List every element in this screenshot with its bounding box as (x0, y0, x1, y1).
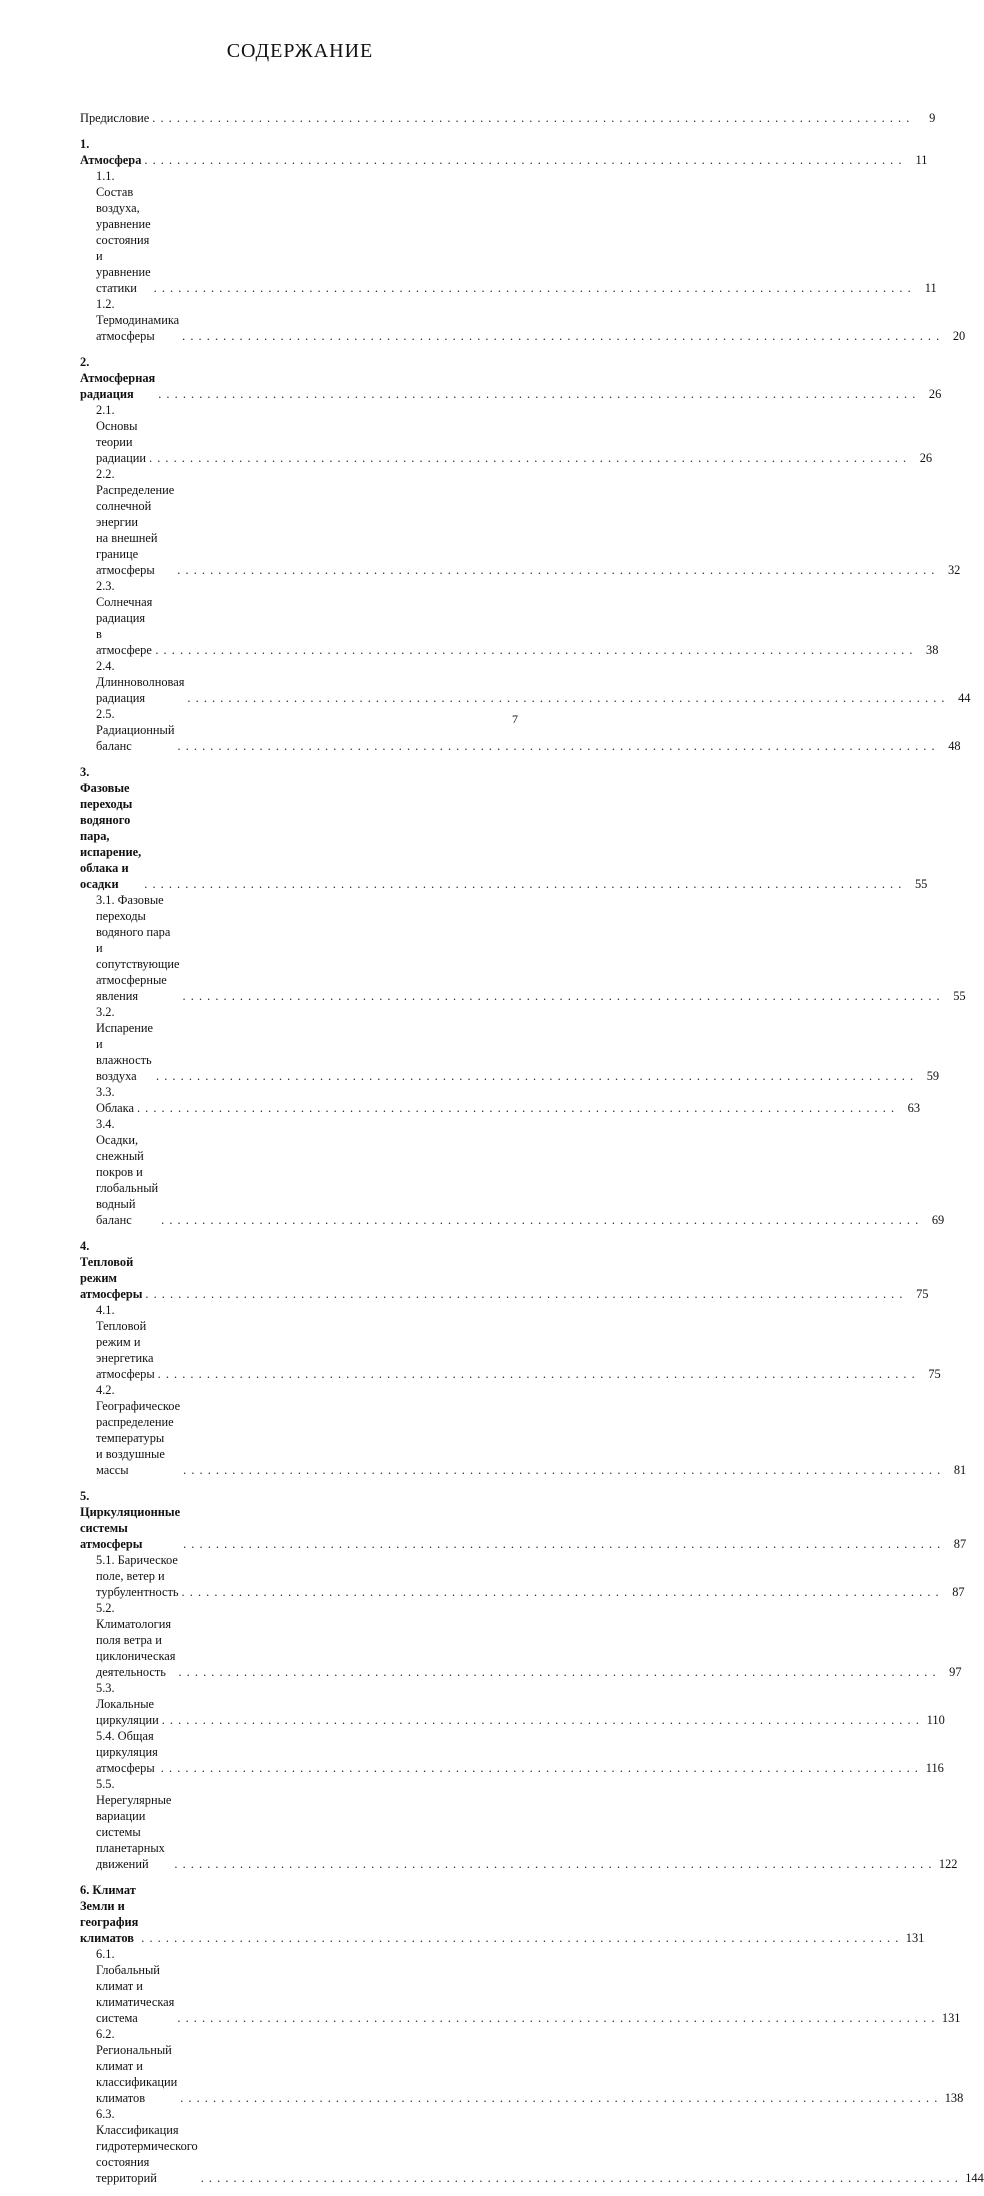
chapters-list (80, 136, 984, 2186)
toc-entry-page: 131 (898, 1930, 924, 1946)
toc-entry-label: 3.3. Облака (96, 1084, 137, 1116)
toc-entry-page: 116 (918, 1760, 944, 1776)
toc-section-entry[interactable] (80, 1302, 941, 1382)
toc-section-entry[interactable] (80, 1004, 940, 1084)
toc-entry-label: 3.2. Испарение и влажность воздуха (96, 1004, 156, 1084)
toc-section-entry[interactable] (80, 1728, 944, 1776)
toc-entry-label: 6.2. Региональный климат и классификации климатов (96, 2026, 180, 2106)
toc-entry-page: 75 (902, 1286, 928, 1302)
toc-entry-label: 6.3. Классификация гидротермического состояния территорий (96, 2106, 201, 2186)
dot-leader (178, 1664, 935, 1680)
toc-section-entry[interactable] (80, 892, 966, 1004)
dot-leader (177, 562, 934, 578)
toc-section-entry[interactable] (80, 2026, 964, 2106)
dot-leader (145, 1286, 902, 1302)
toc-entry-page: 75 (915, 1366, 941, 1382)
page-title: СОДЕРЖАНИЕ (226, 40, 374, 62)
toc-section-entry[interactable] (80, 402, 933, 466)
toc-entry-page: 9 (909, 110, 935, 126)
toc-entry-page: 81 (940, 1462, 966, 1478)
toc-chapter-entry[interactable] (80, 764, 928, 892)
dot-leader (137, 1100, 894, 1116)
toc-entry-page: 20 (939, 328, 965, 344)
toc-chapter-entry[interactable] (80, 1882, 925, 1946)
toc-entry-label: 2. Атмосферная радиация (80, 354, 158, 402)
toc-entry-page: 87 (940, 1536, 966, 1552)
toc-section-entry[interactable] (80, 1084, 921, 1116)
toc-chapter-entry[interactable] (80, 354, 942, 402)
toc-entry-page: 26 (906, 450, 932, 466)
toc-entry-label: 2.3. Солнечная радиация в атмосфере (96, 578, 155, 658)
toc-entry-page: 55 (940, 988, 966, 1004)
dot-leader (141, 1930, 898, 1946)
toc-entry-label: 2.1. Основы теории радиации (96, 402, 149, 466)
toc-entry-page: 11 (901, 152, 927, 168)
chapter-group (80, 1488, 967, 1872)
toc-entry-page: 87 (939, 1584, 965, 1600)
toc-entry-page: 32 (934, 562, 960, 578)
toc-entry-page: 59 (913, 1068, 939, 1084)
dot-leader (182, 328, 939, 344)
toc-section-entry[interactable] (80, 1600, 962, 1680)
toc-entry-label: 4.2. Географическое распределение температуры и воздушные массы (96, 1382, 183, 1478)
toc-entry-label: 4. Тепловой режим атмосферы (80, 1238, 145, 1302)
toc-entry-label: 6.1. Глобальный климат и климатическая система (96, 1946, 177, 2026)
toc-entry-label: 6. Климат Земли и география климатов (80, 1882, 141, 1946)
toc-chapter-entry[interactable] (80, 1238, 929, 1302)
dot-leader (187, 690, 944, 706)
toc-entry-label: 5.5. Нерегулярные вариации системы планетарных движений (96, 1776, 174, 1872)
dot-leader (174, 1856, 931, 1872)
toc-section-entry[interactable] (80, 466, 961, 578)
toc-section-entry[interactable] (80, 1776, 958, 1872)
toc-entry-label: 2.2. Распределение солнечной энергии на внешней границе атмосферы (96, 466, 177, 578)
dot-leader (183, 1462, 940, 1478)
dot-leader (152, 110, 909, 126)
page-number: 7 (512, 712, 518, 726)
toc-entry-preface[interactable] (80, 110, 936, 126)
dot-leader (162, 1712, 919, 1728)
toc-section-entry[interactable] (80, 1680, 945, 1728)
toc-section-entry[interactable] (80, 578, 939, 658)
toc-entry-page: 26 (915, 386, 941, 402)
dot-leader (156, 1068, 913, 1084)
chapter-group (80, 1238, 967, 1478)
dot-leader (183, 988, 940, 1004)
dot-leader (183, 1536, 940, 1552)
toc-entry-label: 2.4. Длинноволновая радиация (96, 658, 187, 706)
toc-section-entry[interactable] (80, 2106, 984, 2186)
toc-section-entry[interactable] (80, 658, 971, 706)
dot-leader (149, 450, 906, 466)
preface-group (80, 110, 936, 126)
dot-leader (201, 2170, 958, 2186)
toc-entry-label: 3.4. Осадки, снежный покров и глобальный водный баланс (96, 1116, 161, 1228)
toc-entry-page: 144 (958, 2170, 984, 2186)
dot-leader (155, 642, 912, 658)
toc-entry-page: 55 (901, 876, 927, 892)
dot-leader (182, 1584, 939, 1600)
toc-entry-page: 69 (918, 1212, 944, 1228)
toc-section-entry[interactable] (80, 168, 937, 296)
toc-section-entry[interactable] (80, 296, 966, 344)
toc-entry-page: 138 (937, 2090, 963, 2106)
toc-entry-page: 122 (931, 1856, 957, 1872)
toc-entry-label: 5. Циркуляционные системы атмосферы (80, 1488, 183, 1552)
dot-leader (144, 876, 901, 892)
toc-entry-label: 4.1. Тепловой режим и энергетика атмосферы (96, 1302, 158, 1382)
toc-entry-label: 2.5. Радиационный баланс (96, 706, 178, 754)
dot-leader (158, 1366, 915, 1382)
toc-entry-label: 1.2. Термодинамика атмосферы (96, 296, 182, 344)
toc-entry-page: 63 (894, 1100, 920, 1116)
toc-entry-page: 44 (945, 690, 971, 706)
toc-entry-page: 11 (911, 280, 937, 296)
toc-entry-label: 1. Атмосфера (80, 136, 144, 168)
chapter-group (80, 136, 966, 344)
dot-leader (178, 738, 935, 754)
toc-entry-label: 5.4. Общая циркуляция атмосферы (96, 1728, 161, 1776)
toc-section-entry[interactable] (80, 1946, 961, 2026)
toc-entry-label: 5.2. Климатология поля ветра и циклоническая деятельность (96, 1600, 178, 1680)
dot-leader (161, 1760, 918, 1776)
toc-section-entry[interactable] (80, 1116, 945, 1228)
chapter-group (80, 1882, 984, 2186)
toc-section-entry[interactable] (80, 1382, 967, 1478)
dot-leader (180, 2090, 937, 2106)
toc-entry-page: 97 (936, 1664, 962, 1680)
toc-entry-label: 3. Фазовые переходы водяного пара, испарение, облака и осадки (80, 764, 144, 892)
toc-entry-label: 5.1. Барическое поле, ветер и турбулентность (96, 1552, 182, 1600)
toc-chapter-entry[interactable] (80, 136, 928, 168)
dot-leader (161, 1212, 918, 1228)
dot-leader (177, 2010, 934, 2026)
toc-chapter-entry[interactable] (80, 1488, 967, 1552)
toc-section-entry[interactable] (80, 706, 961, 754)
toc-entry-page: 38 (912, 642, 938, 658)
table-of-contents (80, 110, 984, 2196)
toc-entry-label: 1.1. Состав воздуха, уравнение состояния и уравнение статики (96, 168, 154, 296)
toc-entry-label: Предисловие (80, 110, 152, 126)
toc-entry-label: 5.3. Локальные циркуляции (96, 1680, 162, 1728)
toc-entry-page: 48 (935, 738, 961, 754)
toc-entry-page: 131 (934, 2010, 960, 2026)
dot-leader (144, 152, 901, 168)
chapter-group (80, 354, 971, 754)
toc-entry-page: 110 (919, 1712, 945, 1728)
toc-section-entry[interactable] (80, 1552, 965, 1600)
dot-leader (158, 386, 915, 402)
chapter-group (80, 764, 966, 1228)
dot-leader (154, 280, 911, 296)
toc-entry-label: 3.1. Фазовые переходы водяного пара и сопутствующие атмосферные явления (96, 892, 183, 1004)
